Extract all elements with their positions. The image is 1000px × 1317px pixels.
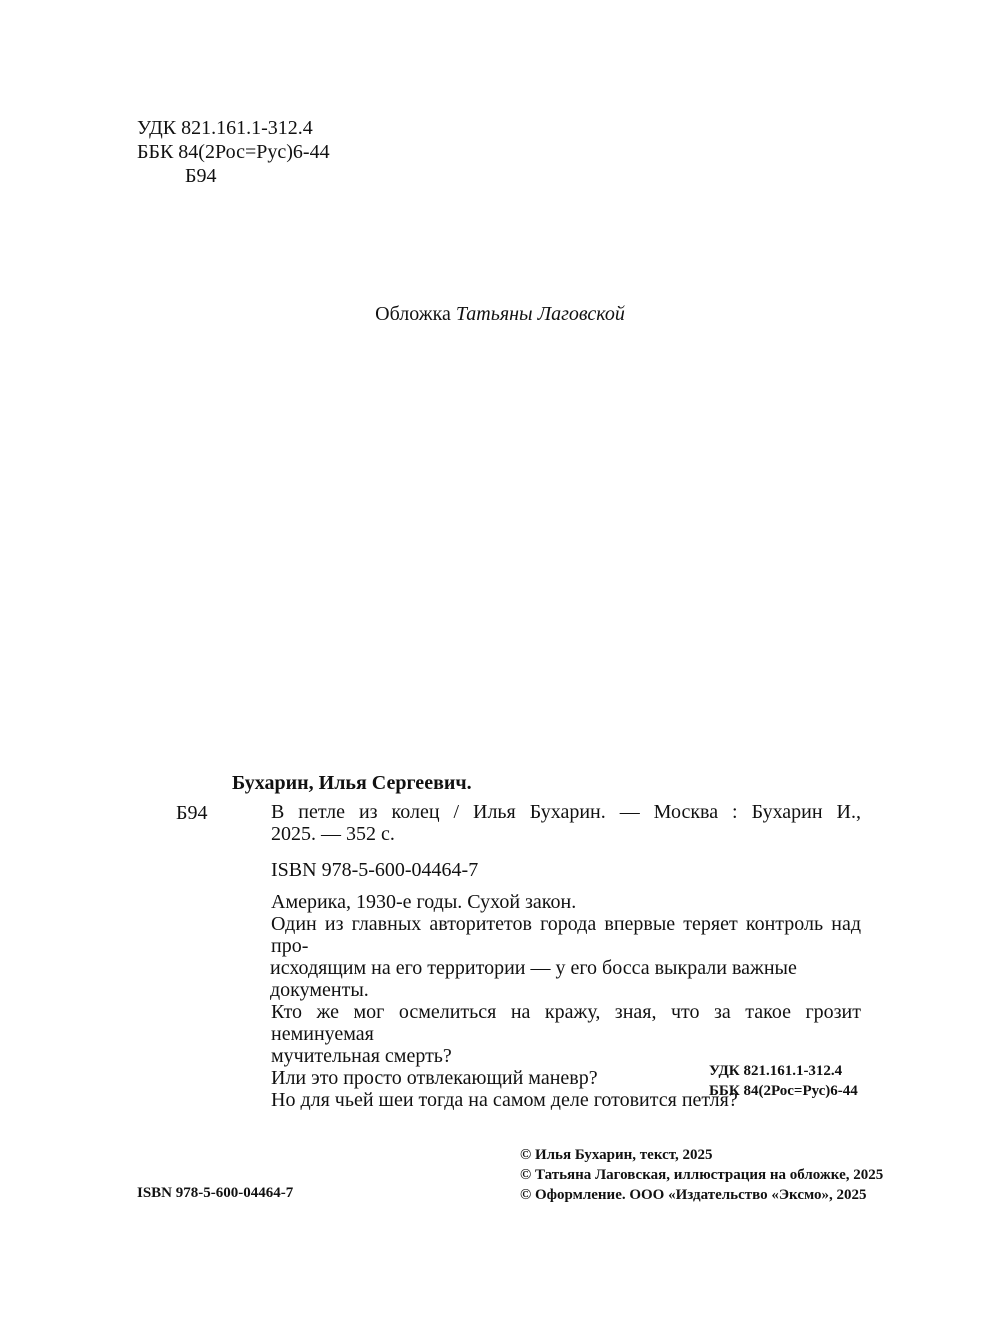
footer-bbk: ББК 84(2Рос=Рус)6-44	[709, 1083, 858, 1099]
cover-credit-label: Обложка	[375, 303, 451, 325]
annotation-line: мучительная смерть?	[271, 1045, 452, 1067]
classification-block	[137, 116, 330, 188]
catalog-title-line-1: В петле из колец / Илья Бухарин. — Москва : Бухарин И.,	[271, 801, 861, 823]
udk-code: УДК 821.161.1-312.4	[137, 117, 313, 139]
annotation-line: Но для чьей шеи тогда на самом деле готовится петля?	[271, 1089, 738, 1111]
annotation-line: Или это просто отвлекающий маневр?	[271, 1067, 598, 1089]
footer-udk: УДК 821.161.1-312.4	[709, 1063, 843, 1079]
cover-credit-name: Татьяны Лаговской	[455, 303, 625, 325]
copyright-block	[520, 1145, 883, 1205]
copyright-line: © Татьяна Лаговская, иллюстрация на обложке, 2025	[520, 1167, 884, 1183]
catalog-isbn: ISBN 978-5-600-04464-7	[271, 859, 479, 881]
catalog-author: Бухарин, Илья Сергеевич.	[232, 772, 472, 794]
annotation-line: Америка, 1930-е годы. Сухой закон.	[271, 891, 577, 913]
footer-isbn: ISBN 978-5-600-04464-7	[137, 1185, 294, 1201]
annotation-line: Кто же мог осмелиться на кражу, зная, что за такое грозит неминуемая	[271, 1001, 861, 1045]
copyright-line: © Илья Бухарин, текст, 2025	[520, 1147, 713, 1163]
author-mark: Б94	[185, 165, 217, 187]
annotation-line: Один из главных авторитетов города впервые теряет контроль над про-	[271, 913, 861, 957]
catalog-code: Б94	[176, 802, 208, 824]
annotation-line: исходящим на его территории — у его босса выкрали важные документы.	[270, 957, 797, 1001]
footer-classification	[709, 1061, 858, 1101]
cover-credit	[0, 302, 1000, 326]
catalog-title-line-2: 2025. — 352 с.	[271, 823, 395, 845]
bbk-code: ББК 84(2Рос=Рус)6-44	[137, 141, 330, 163]
copyright-line: © Оформление. ООО «Издательство «Эксмо», 2025	[520, 1187, 867, 1203]
